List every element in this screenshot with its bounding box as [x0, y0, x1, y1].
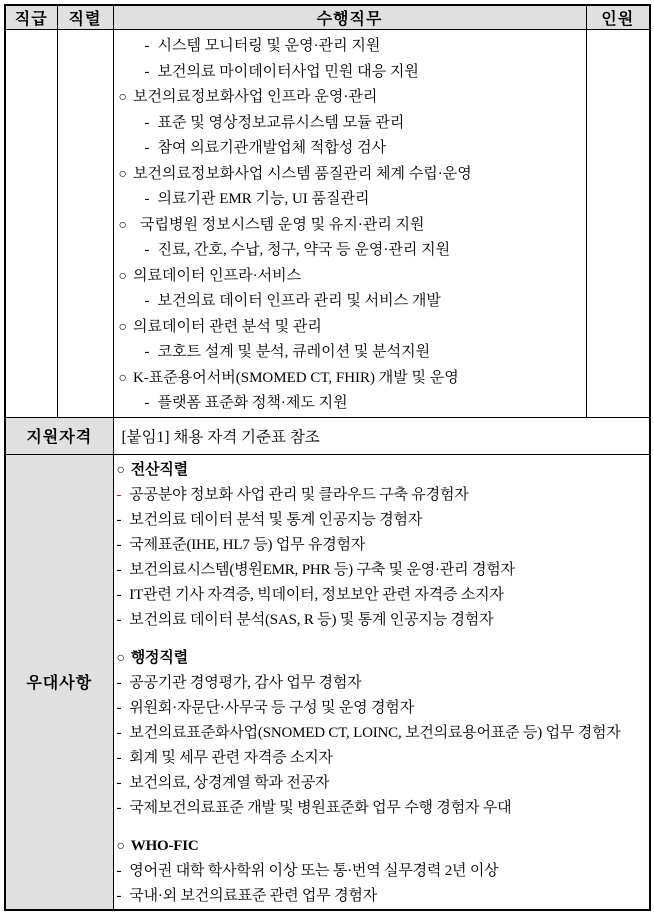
preference-line: [117, 834, 648, 859]
duty-line: [119, 162, 584, 188]
preference-line: [117, 859, 648, 884]
duty-line: [119, 111, 584, 137]
qualification-row: [5, 417, 650, 454]
dash-bullet-icon: -: [116, 749, 122, 766]
personnel-cell-empty: [586, 30, 650, 418]
dash-bullet-icon: -: [144, 191, 150, 207]
line-text: 보건의료 데이터 분석(SAS, R 등) 및 통계 인공지능 경험자: [129, 611, 494, 628]
line-text: 보건의료, 상경계열 학과 전공자: [129, 774, 330, 791]
line-text: 보건의료정보화사업 인프라 운영·관리: [132, 89, 378, 105]
dash-bullet-icon: -: [116, 511, 122, 528]
dash-bullet-icon: -: [116, 799, 122, 816]
preference-line: [117, 796, 648, 821]
header-cell-rank: 직급: [5, 5, 57, 30]
preference-line: [117, 721, 648, 746]
line-text: 보건의료시스템(병원EMR, PHR 등) 구축 및 운영·관리 경험자: [129, 561, 515, 578]
duty-line: [119, 391, 584, 417]
duties-list: [114, 30, 586, 417]
preference-line: [117, 646, 648, 671]
line-text: 보건의료정보화사업 시스템 품질관리 체계 수립·운영: [132, 165, 472, 182]
dash-bullet-icon: -: [116, 586, 122, 603]
header-cell-duties: 수행직무: [113, 5, 586, 30]
dash-bullet-icon: -: [116, 536, 122, 553]
preference-label: 우대사항: [5, 454, 113, 910]
preference-line: [117, 558, 648, 583]
dash-bullet-icon: -: [144, 140, 150, 156]
line-text: 보건의료표준화사업(SNOMED CT, LOINC, 보건의료용어표준 등) 업무 경험자: [129, 724, 621, 741]
line-text: 국제표준(IHE, HL7 등) 업무 유경험자: [129, 536, 366, 553]
duty-line: [119, 60, 584, 86]
duty-line: [119, 85, 584, 111]
dash-bullet-icon: -: [116, 774, 122, 791]
qualification-value: [붙임1] 채용 자격 기준표 참조: [113, 417, 650, 454]
line-text: 공공분야 정보화 사업 관리 및 클라우드 구축 유경험자: [129, 486, 469, 503]
preference-line: [117, 583, 648, 608]
line-text: 보건의료 데이터 분석 및 통계 인공지능 경험자: [129, 511, 423, 528]
line-text: 국내·외 보건의료표준 관련 업무 경험자: [129, 887, 377, 904]
dash-bullet-icon: -: [144, 293, 150, 309]
duties-row: [5, 30, 650, 418]
dash-bullet-icon: -: [116, 611, 122, 628]
line-text: 회계 및 세무 관련 자격증 소지자: [129, 749, 333, 766]
circle-bullet-icon: ○: [118, 268, 127, 284]
line-text: WHO-FIC: [130, 837, 199, 854]
dash-bullet-icon: -: [144, 395, 150, 411]
header-row: [5, 5, 650, 30]
line-text: 공공기관 경영평가, 감사 업무 경험자: [129, 674, 362, 691]
preference-cell: [113, 454, 650, 910]
line-text: 위원회·자문단·사무국 등 구성 및 운영 경험자: [129, 699, 414, 716]
preference-line: [117, 608, 648, 633]
circle-bullet-icon: ○: [118, 217, 127, 233]
preference-row: [5, 454, 650, 910]
header-cell-series: 직렬: [57, 5, 113, 30]
dash-bullet-icon: -: [116, 561, 122, 578]
preference-line: [117, 633, 648, 646]
line-text: IT관련 기사 자격증, 빅데이터, 정보보안 관련 자격증 소지자: [129, 586, 504, 603]
line-text: 코호트 설계 및 분석, 큐레이션 및 분석지원: [157, 344, 431, 360]
duties-cell: [113, 30, 586, 418]
line-text: 국립병원 정보시스템 운영 및 유지·관리 지원: [139, 216, 425, 233]
preference-line: [117, 483, 648, 508]
duty-line: [119, 366, 584, 392]
duty-line: [119, 315, 584, 341]
preference-line: [117, 508, 648, 533]
preference-line: [117, 533, 648, 558]
dash-bullet-icon: -: [116, 699, 122, 716]
line-text: 전산직렬: [130, 461, 188, 478]
preference-line: [117, 746, 648, 771]
dash-bullet-icon: -: [116, 887, 122, 904]
line-text: 플랫폼 표준화 정책·제도 지원: [157, 395, 348, 411]
duty-line: [119, 187, 584, 213]
preference-line: [117, 771, 648, 796]
duty-line: [119, 213, 584, 239]
circle-bullet-icon: ○: [118, 370, 127, 386]
line-text: 영어권 대학 학사학위 이상 또는 통·번역 실무경력 2년 이상: [129, 862, 499, 879]
duty-line: [119, 34, 584, 60]
dash-bullet-icon: -: [116, 862, 122, 879]
circle-bullet-icon: ○: [118, 166, 127, 182]
circle-bullet-icon: ○: [118, 90, 127, 105]
recruitment-table: [4, 4, 651, 911]
line-text: 의료기관 EMR 기능, UI 품질관리: [157, 191, 370, 207]
preference-line: [117, 821, 648, 834]
dash-bullet-icon: -: [116, 724, 122, 741]
preference-line: [117, 671, 648, 696]
preference-line: [117, 458, 648, 483]
line-text: 의료데이터 관련 분석 및 관리: [132, 318, 322, 335]
line-text: 참여 의료기관개발업체 적합성 검사: [157, 140, 387, 156]
rank-cell-empty: [5, 30, 57, 418]
series-cell-empty: [57, 30, 113, 418]
preference-list: [114, 455, 650, 909]
dash-bullet-icon: -: [144, 38, 150, 54]
line-text: 보건의료 데이터 인프라 관리 및 서비스 개발: [157, 293, 441, 309]
line-text: 시스템 모니터링 및 운영·관리 지원: [157, 38, 381, 54]
line-text: K-표준용어서버(SMOMED CT, FHIR) 개발 및 운영: [132, 369, 459, 386]
circle-bullet-icon: ○: [116, 462, 125, 478]
duty-line: [119, 340, 584, 366]
line-text: 진료, 간호, 수납, 청구, 약국 등 운영·관리 지원: [157, 242, 451, 258]
dash-bullet-icon: -: [144, 114, 150, 131]
dash-bullet-icon: -: [116, 486, 122, 503]
circle-bullet-icon: ○: [116, 650, 125, 666]
duty-line: [119, 264, 584, 290]
dash-bullet-icon: -: [144, 63, 150, 80]
line-text: 행정직렬: [130, 649, 188, 666]
line-text: 보건의료 마이데이터사업 민원 대응 지원: [157, 63, 419, 80]
dash-bullet-icon: -: [144, 344, 150, 360]
circle-bullet-icon: ○: [116, 838, 125, 854]
line-text: 의료데이터 인프라·서비스: [132, 267, 302, 284]
line-text: 국제보건의료표준 개발 및 병원표준화 업무 수행 경험자 우대: [129, 799, 512, 816]
preference-line: [117, 884, 648, 909]
qualification-label: 지원자격: [5, 417, 113, 454]
header-cell-personnel: 인원: [586, 5, 650, 30]
circle-bullet-icon: ○: [118, 319, 127, 335]
line-text: 표준 및 영상정보교류시스템 모듈 관리: [157, 114, 405, 131]
duty-line: [119, 136, 584, 162]
duty-line: [119, 289, 584, 315]
preference-line: [117, 696, 648, 721]
dash-bullet-icon: -: [144, 242, 150, 258]
duty-line: [119, 238, 584, 264]
dash-bullet-icon: -: [116, 674, 122, 691]
